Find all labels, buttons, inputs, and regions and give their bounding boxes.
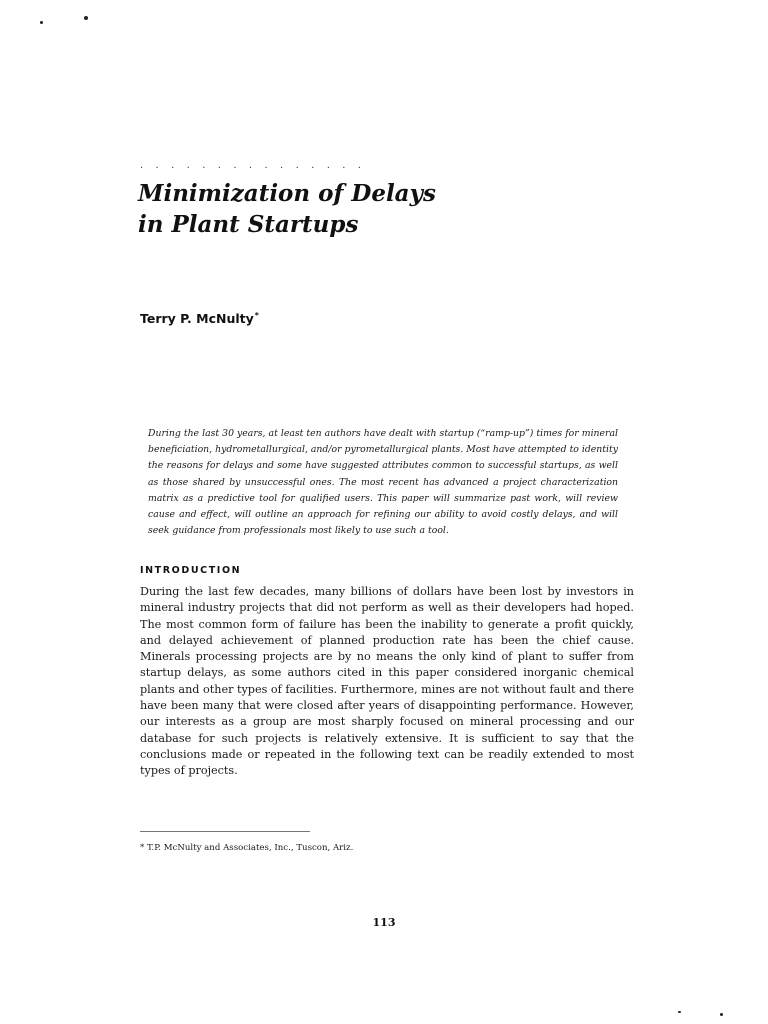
paper-title <box>138 178 436 240</box>
scan-speck <box>40 21 43 24</box>
author-footnote-marker: * <box>254 311 259 320</box>
paper-title-line: Minimization of Delays <box>138 180 436 207</box>
scan-speck <box>84 16 88 20</box>
author-name: Terry P. McNulty <box>140 311 254 326</box>
paper-title-line: in Plant Startups <box>138 211 359 238</box>
section-heading-introduction: INTRODUCTION <box>140 565 242 576</box>
page-number: 113 <box>372 916 396 929</box>
scan-speck <box>678 1011 681 1013</box>
scan-speck <box>720 1013 723 1016</box>
footnote: * T.P. McNulty and Associates, Inc., Tuscon, Ariz. <box>140 843 354 853</box>
author-line <box>140 311 259 326</box>
footnote-divider <box>140 831 310 832</box>
abstract: During the last 30 years, at least ten authors have dealt with startup (“ramp-up”) times for mineral beneficiation, hydrometallurgical, and/or pyrometallurgical plants. Most have attempted to identity the reasons for delays and some have suggested attributes common to successful startups, as well as those shared by unsuccessful ones. The most recent has advanced a project characterization matrix as a predictive tool for qualified users. This paper will summarize past work, will review cause and effect, will outline an approach for refining our ability to avoid costly delays, and will seek guidance from professionals most likely to use such a tool. <box>148 428 618 537</box>
introduction-paragraph: During the last few decades, many billions of dollars have been lost by investors in mineral industry projects that did not perform as well as their developers had hoped. The most common form of failure has been the inability to generate a profit quickly, and delayed achievement of planned production rate has been the chief cause. Minerals processing projects are by no means the only kind of plant to suffer from startup delays, as some authors cited in this paper considered inorganic chemical plants and other types of facilities. Furthermore, mines are not without fault and there have been many that were closed after years of disappointing performance. However, our interests as a group are most sharply focused on mineral processing and our database for such projects is relatively extensive. It is sufficient to say that the conclusions made or repeated in the following text can be readily extended to most types of projects. <box>140 585 634 778</box>
title-dot-rule: . . . . . . . . . . . . . . . <box>140 160 366 171</box>
